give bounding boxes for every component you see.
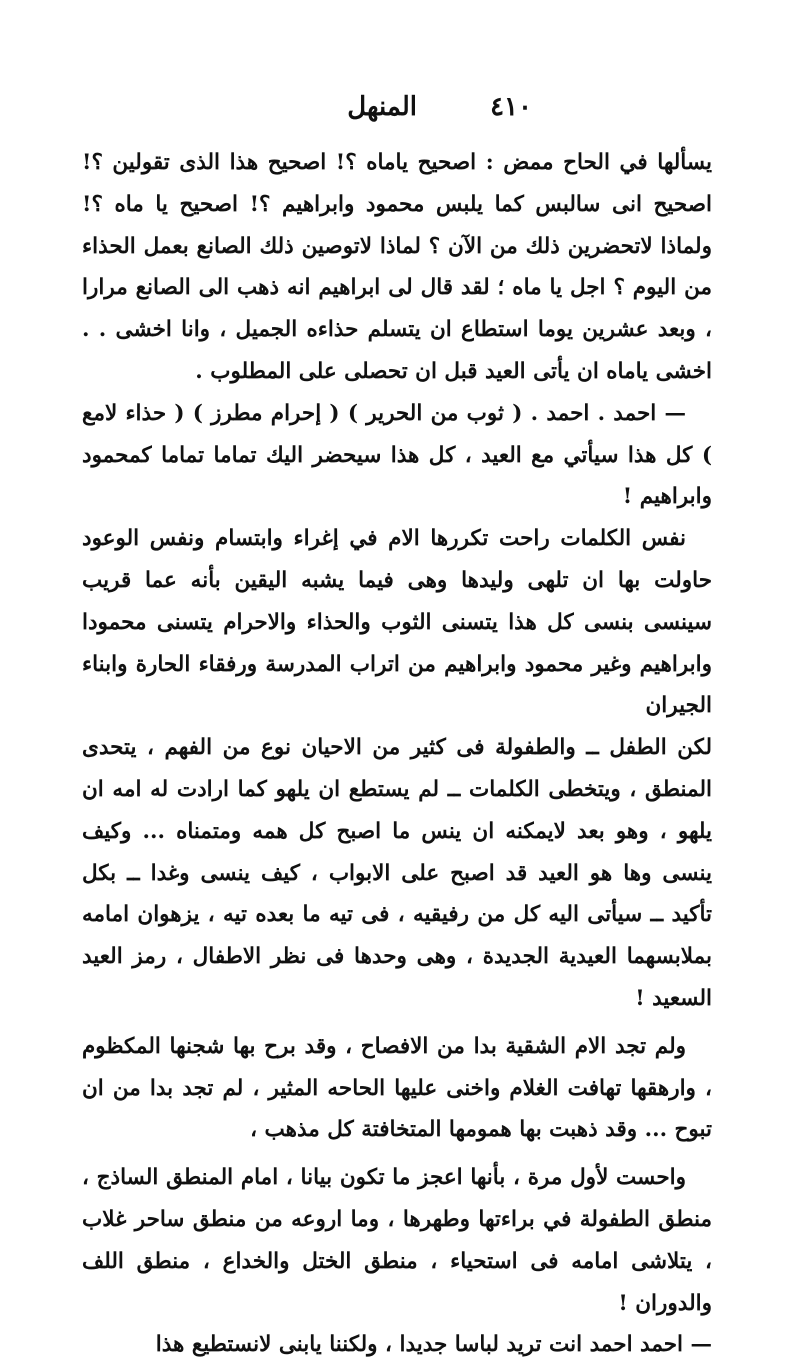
running-title: المنهل [347, 92, 417, 122]
paragraph-2: — احمد . احمد . ( ثوب من الحرير ) ( إحرام مطرز ) ( حذاء لامع ) كل هذا سيأتي مع العيد ، كل هذا سيحضر اليك تماما تماما كمحمود وابراهيم ! [82, 400, 712, 510]
paragraph-3: نفس الكلمات راحت تكررها الام في إغراء وابتسام ونفس الوعود حاولت بها ان تلهى وليدها وهى فيما يشبه اليقين بأنه عما قريب سينسى بنسى كل هذا يتسنى الثوب والحذاء والاحرام يتسنى محمودا وابراهيم وغير محمود وابراهيم من اتراب المدرسة ورفقاء الحارة وابناء الجيران [82, 526, 712, 719]
page-header [82, 92, 712, 142]
paragraph-5: ولم تجد الام الشقية بدا من الافصاح ، وقد برح بها شجنها المكظوم ، وارهقها تهافت الغلام واخنى عليها الحاحه المثير ، لم تجد بدا من ان تبوح ... وقد ذهبت بها همومها المتخافتة كل مذهب ، [82, 1033, 712, 1143]
paragraph-6: واحست لأول مرة ، بأنها اعجز ما تكون بيانا ، امام المنطق الساذج ، منطق الطفولة في براءتها وطهرها ، وما اروعه من منطق ساحر غلاب ، يتلاشى امامه فى استحياء ، منطق الختل والخداع ، منطق اللف والدوران ! [82, 1165, 712, 1316]
page-number: ٤١٠ [490, 92, 532, 122]
body-text [82, 142, 712, 1366]
paragraph-1: يسألها في الحاح ممض : اصحيح ياماه ؟! اصحيح هذا الذى تقولين ؟! اصحيح انى سالبس كما يلبس محمود وابراهيم ؟! اصحيح يا ماه ؟! ولماذا لاتحضرين ذلك من الآن ؟ لماذا لاتوصين ذلك الصانع بعمل الحذاء من اليوم ؟ اجل يا ماه ؛ لقد قال لى ابراهيم انه ذهب الى الصانع مرارا ، وبعد عشرين يوما استطاع ان يتسلم حذاءه الجميل ، وانا اخشى . . اخشى ياماه ان يأتى العيد قبل ان تحصلى على المطلوب . [82, 150, 712, 384]
paragraph-4: لكن الطفل ــ والطفولة فى كثير من الاحيان نوع من الفهم ، يتحدى المنطق ، ويتخطى الكلمات ــ لم يستطع ان يلهو كما ارادت له امه ان يلهو ، وهو بعد لايمكنه ان ينس ما اصبح كل همه ومتمناه ... وكيف ينسى وها هو العيد قد اصبح على الابواب ، كيف ينسى وغدا ــ بكل تأكيد ــ سيأتى اليه كل من رفيقيه ، فى تيه ما بعده تيه ، يزهوان امامه بملابسهما العيدية الجديدة ، وهى وحدها فى نظر الاطفال ، رمز العيد السعيد ! [82, 735, 712, 1011]
paragraph-7: — احمد احمد انت تريد لباسا جديدا ، ولكننا يابنى لانستطيع هذا [155, 1332, 712, 1358]
